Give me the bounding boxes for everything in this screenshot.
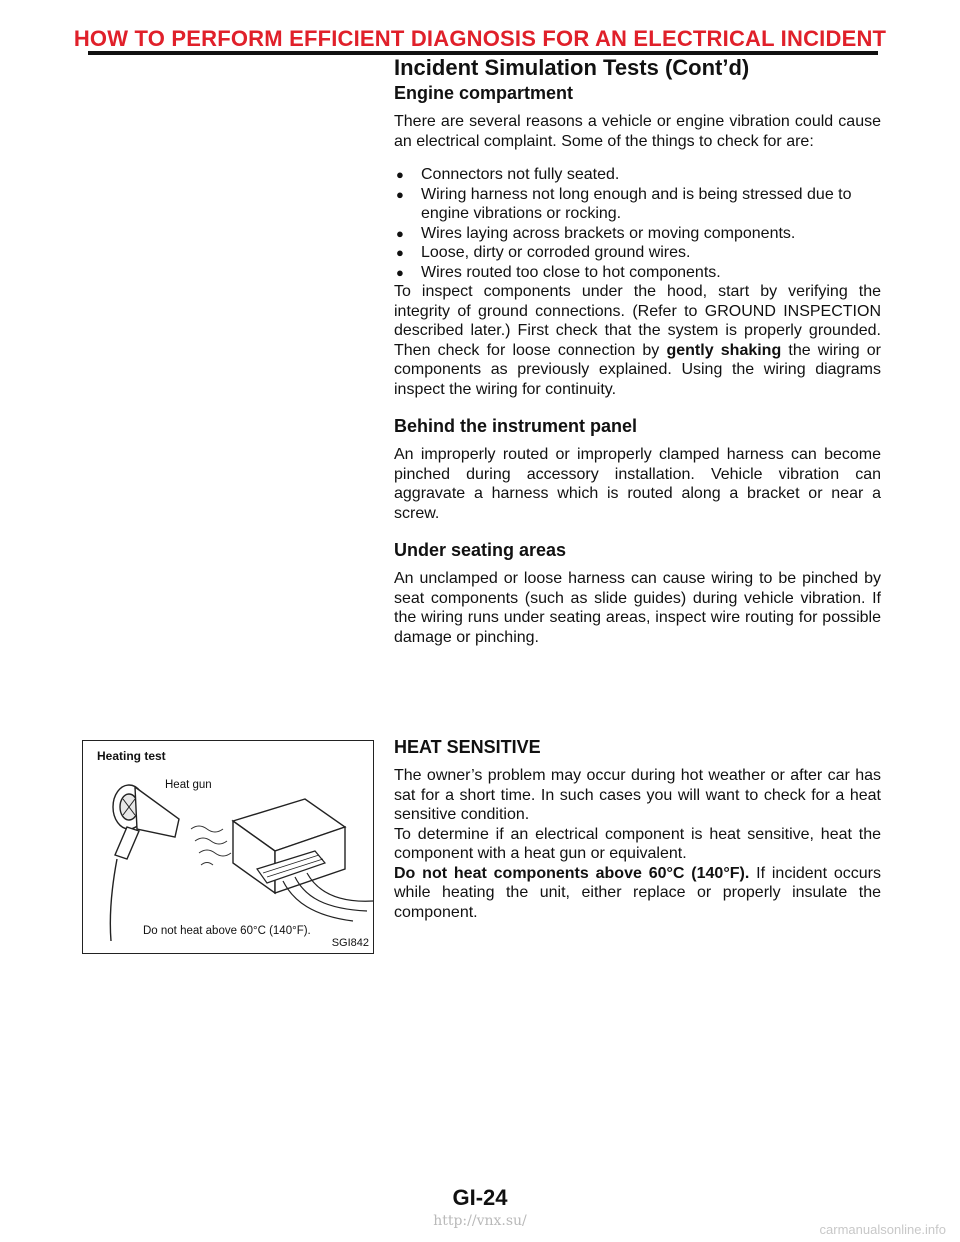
seating-section bbox=[394, 539, 881, 647]
main-content bbox=[394, 82, 881, 663]
heat-gun-label: Heat gun bbox=[165, 779, 212, 791]
bullet-icon: ● bbox=[396, 245, 404, 260]
bullet-icon: ● bbox=[396, 264, 404, 280]
bullet-icon: ● bbox=[396, 186, 404, 202]
list-item: ● Wiring harness not long enough and is being stressed due to engine vibrations or rocking. bbox=[396, 185, 852, 222]
seating-text: An unclamped or loose harness can cause wiring to be pinched by seat components (such as slide guides) during vehicle vibration. If the wiring runs under seating areas, inspect wire routing for possible damage or pinching. bbox=[394, 570, 881, 646]
bullet-icon: ● bbox=[396, 167, 404, 182]
page-number: GI-24 bbox=[452, 1185, 508, 1210]
control-unit-icon bbox=[233, 799, 345, 893]
figure-caption: Do not heat above 60°C (140°F). bbox=[143, 925, 311, 937]
heat-paragraph-3: Do not heat components above 60°C (140°F). If incident occurs while heating the unit, either replace or properly insulate the component. bbox=[394, 864, 881, 921]
instrument-section bbox=[394, 415, 881, 523]
list-item: ● Wires laying across brackets or moving components. bbox=[396, 224, 796, 242]
figure-code: SGI842 bbox=[331, 937, 369, 949]
gently-shaking-emphasis: gently shaking bbox=[666, 341, 782, 359]
instrument-heading: Behind the instrument panel bbox=[394, 416, 638, 436]
seating-heading: Under seating areas bbox=[394, 540, 567, 560]
heat-heading: HEAT SENSITIVE bbox=[394, 737, 541, 757]
watermark: carmanualsonline.info bbox=[819, 1222, 946, 1237]
heating-test-illustration bbox=[83, 741, 375, 955]
engine-section bbox=[394, 82, 881, 399]
engine-intro: There are several reasons a vehicle or engine vibration could cause an electrical complaint. Some of the things to check for are: bbox=[394, 113, 881, 150]
heating-test-figure bbox=[82, 740, 374, 954]
instrument-text: An improperly routed or improperly clamped harness can become pinched during accessory installation. Vehicle vibration can aggravate a harness which is routed along a bracket or near a screw. bbox=[394, 446, 881, 522]
footer-url[interactable]: http://vnx.su/ bbox=[433, 1213, 527, 1229]
list-item: ● Wires routed too close to hot components. bbox=[396, 263, 721, 281]
section-title: Incident Simulation Tests (Cont’d) bbox=[394, 55, 750, 80]
bullet-icon: ● bbox=[396, 225, 404, 241]
heat-paragraph-1: The owner’s problem may occur during hot weather or after car has sat for a short time. In such cases you will want to check for a heat sensitive condition. bbox=[394, 767, 881, 823]
figure-title: Heating test bbox=[97, 749, 166, 763]
engine-heading: Engine compartment bbox=[394, 83, 574, 103]
engine-inspect-paragraph: To inspect components under the hood, start by verifying the integrity of ground connections. (Refer to GROUND INSPECTION described later.) First check that the system is properly grounded. Then check for loose connection by gently shaking the wiring or components as previously explained. Using the wiring diagrams inspect the wiring for continuity. bbox=[394, 283, 881, 398]
hot-air-icon bbox=[191, 826, 231, 865]
heat-gun-icon bbox=[113, 785, 179, 859]
heat-paragraph-2: To determine if an electrical component is heat sensitive, heat the component with a heat gun or equivalent. bbox=[394, 825, 881, 862]
heat-warning: Do not heat components above 60°C (140°F). bbox=[394, 864, 750, 882]
engine-bullet-list bbox=[394, 165, 881, 282]
list-item: ● Connectors not fully seated. bbox=[396, 166, 620, 183]
list-item: ● Loose, dirty or corroded ground wires. bbox=[396, 244, 691, 261]
header-title: HOW TO PERFORM EFFICIENT DIAGNOSIS FOR AN ELECTRICAL INCIDENT bbox=[73, 26, 887, 51]
heat-sensitive-section bbox=[394, 736, 881, 922]
